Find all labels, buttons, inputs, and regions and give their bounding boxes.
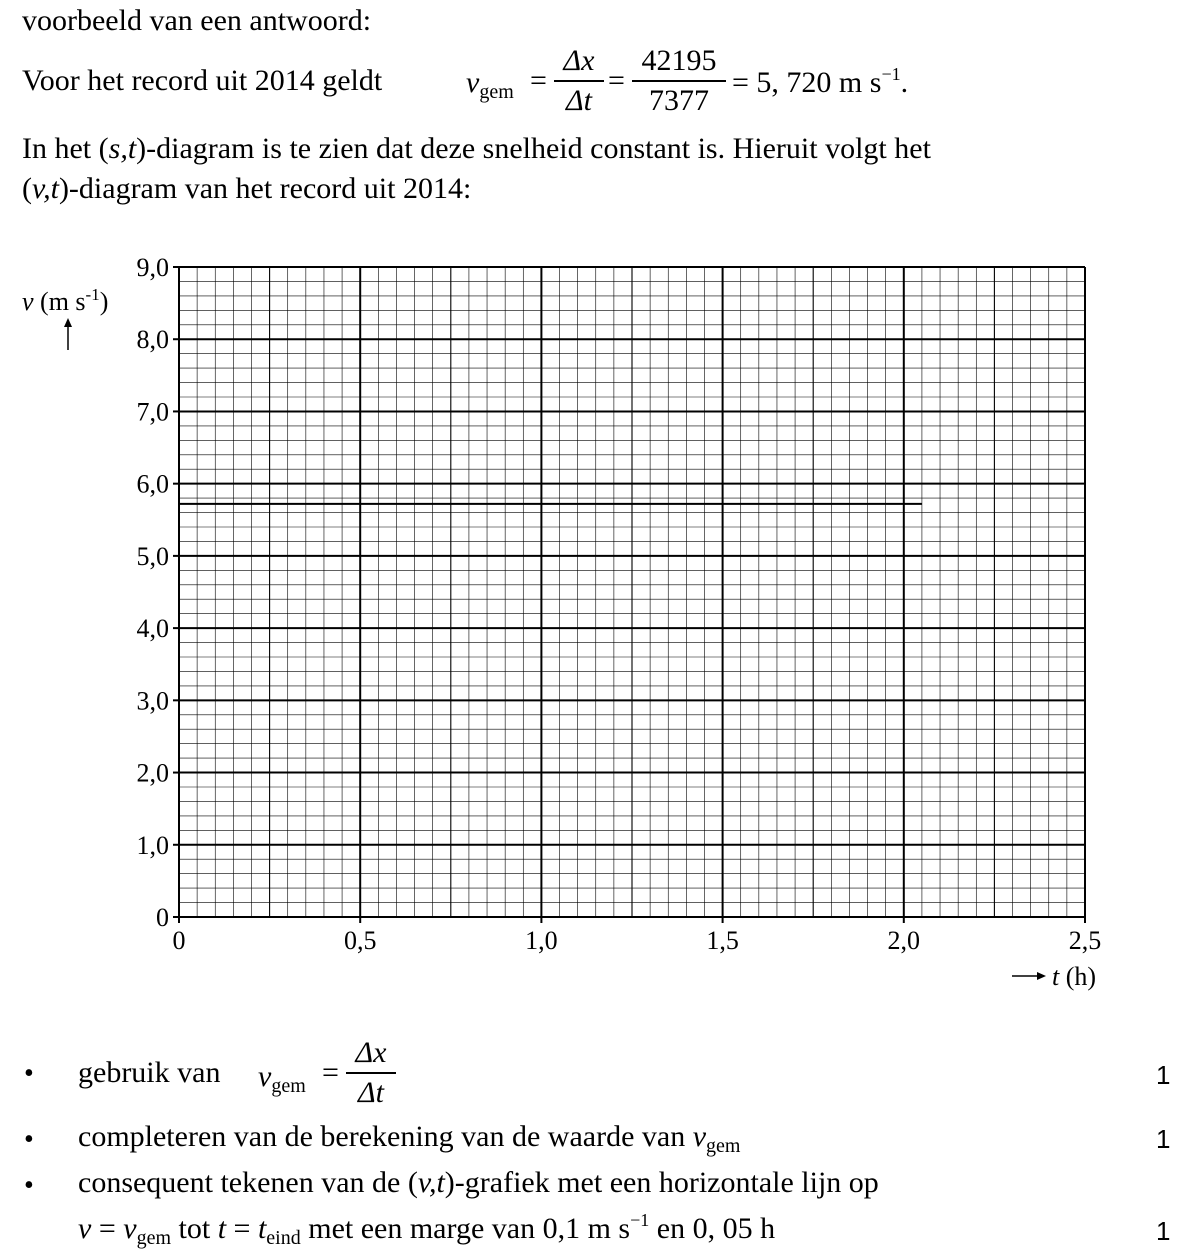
criterion-3-line-2: $v = v_{gem}$ tot $t = t_{eind}$ met een marge van 0,1 m $s^{-1}$ en 0, 05 h [78,1210,776,1249]
y-arrow-head [64,318,72,327]
equals-sign-2: = [608,64,625,97]
y-tick-label: 3,0 [136,686,169,716]
criterion-1-fraction: Δx Δt [346,1036,396,1110]
y-tick-label: 0 [156,903,169,932]
criterion-3-line-1: consequent tekenen van de (v,t)-grafiek met een horizontale lijn op [78,1166,879,1199]
criterion-1-v-gem: $v_{gem}$ [258,1060,306,1097]
intro-text: voorbeeld van een antwoord: [22,4,372,37]
x-arrow-head [1037,972,1046,980]
y-axis-title [22,285,108,350]
paragraph-line-1: In het (s,t)-diagram is te zien dat deze snelheid constant is. Hieruit volgt het [22,132,931,165]
x-tick-label: 2,0 [887,926,921,955]
criterion-1-eq: = [322,1056,339,1089]
x-tick-label: 0 [172,926,186,955]
y-tick-label: 8,0 [136,325,169,355]
bullet: • [24,1124,34,1155]
x-tick-label: 1,5 [706,926,739,955]
criterion-1-text: gebruik van [78,1056,221,1089]
equals-sign: = [530,64,547,97]
paragraph-line-2: (v,t)-diagram van het record uit 2014: [22,172,472,205]
x-tick-label: 1,0 [525,926,558,955]
grid-minor [179,267,1085,917]
y-tick-label: 2,0 [136,758,169,788]
bullet: • [24,1058,34,1089]
calc-prefix: Voor het record uit 2014 geldt [22,64,383,97]
y-axis-label: v (m $s^{-1}$) [22,285,109,316]
x-tick-label: 0,5 [343,926,377,955]
calc-result: = 5, 720 m $s^{-1}$. [732,64,909,99]
y-tick-label: 1,0 [136,830,169,860]
vt-diagram [0,230,1180,1010]
y-tick-label: 5,0 [136,541,169,571]
tick-labels [137,253,1102,955]
x-axis-title [1012,962,1096,991]
y-tick-label: 7,0 [136,397,169,427]
v-gem-symbol: $v_{gem}$ [466,66,514,103]
fraction-values: 42195 7377 [632,44,726,118]
y-tick-label: 4,0 [136,614,169,644]
x-tick-label: 2,5 [1068,926,1102,955]
fraction-dx-dt: Δx Δt [554,44,604,118]
axis-ticks [173,267,1085,923]
score-1: 1 [1156,1060,1171,1090]
score-2: 1 [1156,1124,1171,1154]
x-axis-label: t (h) [1052,962,1097,991]
criterion-2-text: completeren van de berekening van de waarde van $v_{gem}$ [78,1120,741,1157]
y-tick-label: 6,0 [136,469,169,499]
score-3: 1 [1156,1216,1171,1246]
y-tick-label: 9,0 [136,253,169,282]
bullet: • [24,1170,34,1201]
